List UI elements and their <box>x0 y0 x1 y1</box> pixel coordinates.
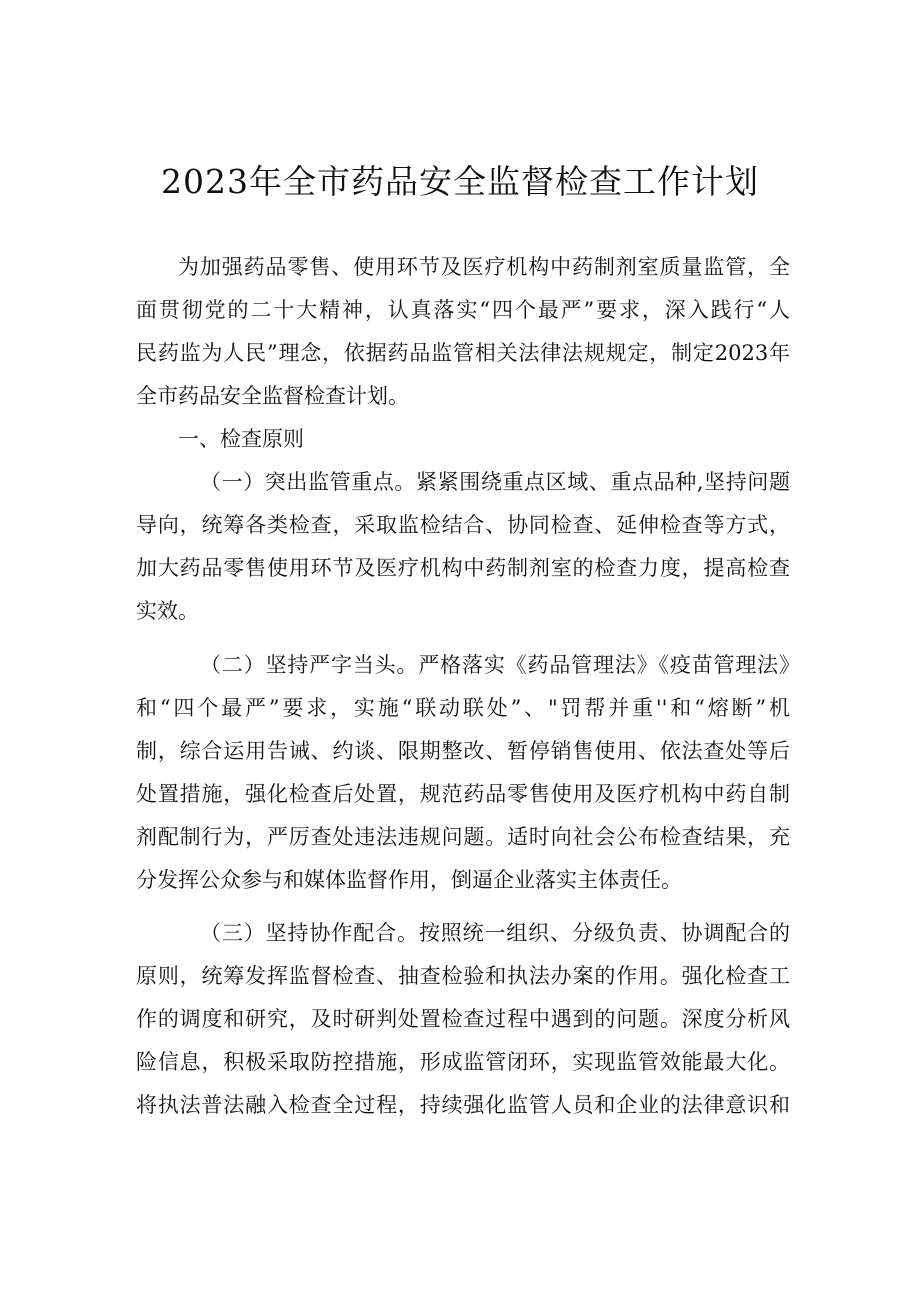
item3-line-4: 险信息，积极采取防控措施，形成监管闭环，实现监管效能最大化。 <box>136 1050 790 1074</box>
intro-line-4: 全市药品安全监督检查计划。 <box>136 384 409 408</box>
item2-line-4: 处置措施，强化检查后处置，规范药品零售使用及医疗机构中药自制 <box>136 782 790 806</box>
item2-line-3: 制，综合运用告诫、约谈、限期整改、暂停销售使用、依法查处等后 <box>136 739 790 763</box>
item1-line-2: 导向，统筹各类检查，采取监检结合、协同检查、延伸检查等方式， <box>136 513 790 537</box>
section-heading-principles: 一、检查原则 <box>178 427 304 451</box>
item2-line-5: 剂配制行为，严厉查处违法违规问题。适时向社会公布检查结果，充 <box>136 825 790 849</box>
item1-line-4: 实效。 <box>136 599 199 623</box>
item3-line-1: （三）坚持协作配合。按照统一组织、分级负责、协调配合的 <box>200 921 790 945</box>
item2-line-6: 分发挥公众参与和媒体监督作用，倒逼企业落实主体责任。 <box>136 868 682 892</box>
document-title: 2023年全市药品安全监督检查工作计划 <box>161 162 759 201</box>
item3-line-3: 作的调度和研究，及时研判处置检查过程中遇到的问题。深度分析风 <box>136 1007 790 1031</box>
item1-line-3: 加大药品零售使用环节及医疗机构中药制剂室的检查力度，提高检查 <box>136 556 790 580</box>
item3-line-2: 原则，统筹发挥监督检查、抽查检验和执法办案的作用。强化检查工 <box>136 964 790 988</box>
intro-line-2: 面贯彻党的二十大精神，认真落实“四个最严”要求，深入践行“人 <box>136 298 790 322</box>
intro-line-1: 为加强药品零售、使用环节及医疗机构中药制剂室质量监管，全 <box>178 255 790 279</box>
intro-line-3: 民药监为人民”理念，依据药品监管相关法律法规规定，制定2023年 <box>136 341 790 365</box>
item1-line-1: （一）突出监管重点。紧紧围绕重点区域、重点品种,坚持问题 <box>200 470 790 494</box>
item3-line-5: 将执法普法融入检查全过程，持续强化监管人员和企业的法律意识和 <box>136 1093 790 1117</box>
item2-line-2: 和“四个最严”要求，实施“联动联处”、"罚帮并重''和“熔断”机 <box>136 696 790 720</box>
item2-line-1: （二）坚持严字当头。严格落实《药品管理法》《疫苗管理法》 <box>200 653 800 677</box>
